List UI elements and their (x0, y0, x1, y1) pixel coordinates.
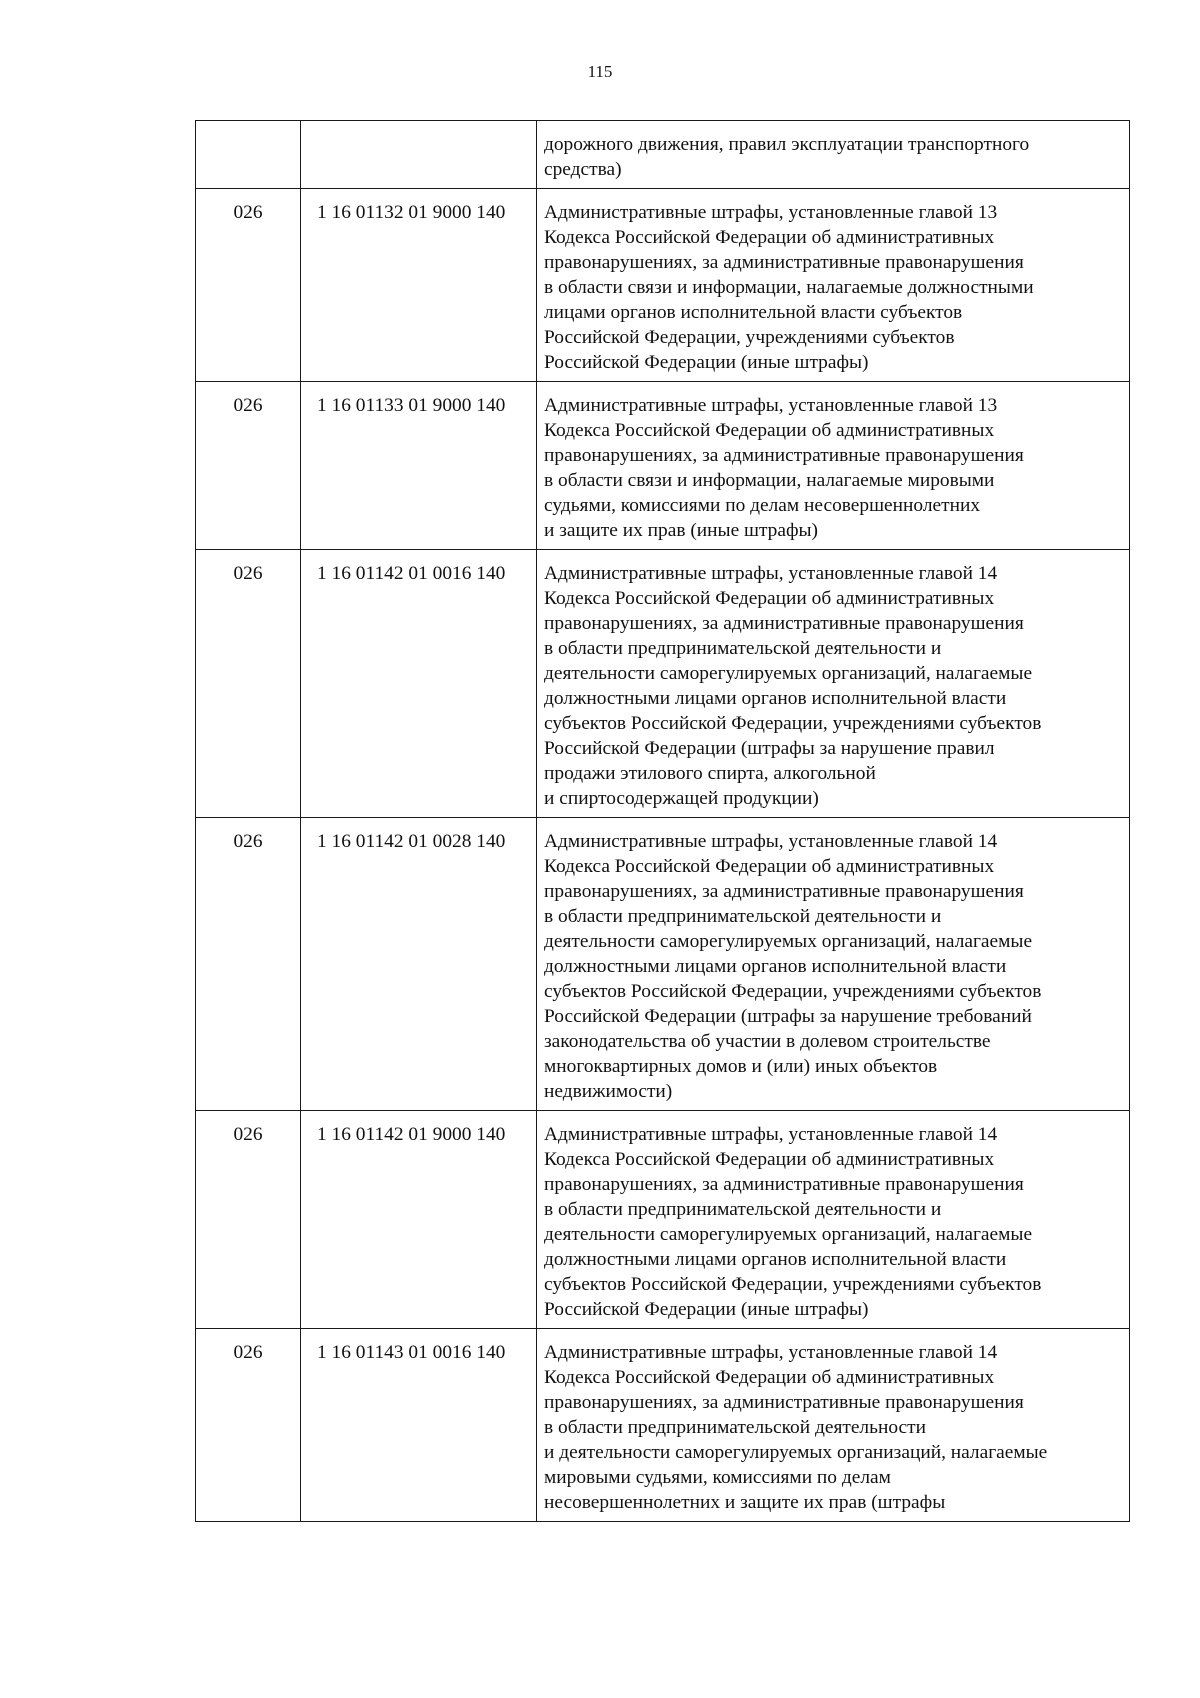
description-line: мировыми судьями, комиссиями по делам (544, 1467, 891, 1488)
revenue-description-cell (537, 550, 1130, 818)
description-line: многоквартирных домов и (или) иных объектов (544, 1056, 938, 1077)
description-line: правонарушениях, за административные правонарушения (544, 252, 1024, 273)
description-line: лицами органов исполнительной власти субъектов (544, 302, 963, 323)
description-line: Административные штрафы, установленные главой 14 (544, 831, 998, 852)
description-line: продажи этилового спирта, алкогольной (544, 763, 876, 784)
description-line: Российской Федерации (иные штрафы) (544, 1299, 869, 1320)
description-line: Кодекса Российской Федерации об административных (544, 227, 995, 248)
revenue-description-cell (537, 189, 1130, 382)
table-row (196, 818, 1130, 1111)
admin-code-cell: 026 (196, 818, 301, 1111)
description-line: правонарушениях, за административные правонарушения (544, 613, 1024, 634)
description-line: субъектов Российской Федерации, учреждениями субъектов (544, 1274, 1042, 1295)
description-line: в области предпринимательской деятельности и (544, 638, 942, 659)
revenue-description-cell (537, 382, 1130, 550)
description-line: должностными лицами органов исполнительной власти (544, 956, 1007, 977)
description-line: должностными лицами органов исполнительной власти (544, 1249, 1007, 1270)
table-row (196, 1329, 1130, 1522)
table-row (196, 1111, 1130, 1329)
description-line: Административные штрафы, установленные главой 14 (544, 563, 998, 584)
table-row (196, 121, 1130, 189)
description-line: несовершеннолетних и защите их прав (штрафы (544, 1492, 946, 1513)
revenue-description-cell (537, 818, 1130, 1111)
budget-classification-code-cell: 1 16 01142 01 0028 140 (301, 818, 537, 1111)
description-line: Административные штрафы, установленные главой 13 (544, 395, 998, 416)
description-line: в области предпринимательской деятельности (544, 1417, 926, 1438)
description-line: правонарушениях, за административные правонарушения (544, 881, 1024, 902)
description-line: Кодекса Российской Федерации об административных (544, 856, 995, 877)
description-line: Административные штрафы, установленные главой 14 (544, 1124, 998, 1145)
description-line: правонарушениях, за административные правонарушения (544, 1392, 1024, 1413)
description-line: недвижимости) (544, 1081, 673, 1102)
description-line: Административные штрафы, установленные главой 14 (544, 1342, 998, 1363)
description-line: в области связи и информации, налагаемые мировыми (544, 470, 995, 491)
description-line: Административные штрафы, установленные главой 13 (544, 202, 998, 223)
description-line: и спиртосодержащей продукции) (544, 788, 819, 809)
table-row (196, 550, 1130, 818)
description-line: и деятельности саморегулируемых организаций, налагаемые (544, 1442, 1048, 1463)
admin-code-cell: 026 (196, 550, 301, 818)
description-line: в области предпринимательской деятельности и (544, 906, 942, 927)
table-body (196, 121, 1130, 1522)
admin-code-cell: 026 (196, 382, 301, 550)
description-line: средства) (544, 159, 622, 180)
description-line: Российской Федерации, учреждениями субъектов (544, 327, 955, 348)
description-line: деятельности саморегулируемых организаций, налагаемые (544, 663, 1033, 684)
description-line: Кодекса Российской Федерации об административных (544, 1149, 995, 1170)
budget-classification-code-cell (301, 121, 537, 189)
description-line: Российской Федерации (штрафы за нарушение правил (544, 738, 995, 759)
description-line: и защите их прав (иные штрафы) (544, 520, 819, 541)
description-line: деятельности саморегулируемых организаций, налагаемые (544, 1224, 1033, 1245)
description-line: субъектов Российской Федерации, учреждениями субъектов (544, 713, 1042, 734)
page-number: 115 (587, 62, 613, 81)
revenue-description-cell (537, 121, 1130, 189)
admin-code-cell (196, 121, 301, 189)
description-line: Российской Федерации (штрафы за нарушение требований (544, 1006, 1032, 1027)
description-line: Кодекса Российской Федерации об административных (544, 420, 995, 441)
revenue-description-cell (537, 1111, 1130, 1329)
description-line: правонарушениях, за административные правонарушения (544, 445, 1024, 466)
description-line: дорожного движения, правил эксплуатации транспортного (544, 134, 1030, 155)
description-line: субъектов Российской Федерации, учреждениями субъектов (544, 981, 1042, 1002)
description-line: Российской Федерации (иные штрафы) (544, 352, 869, 373)
budget-classification-code-cell: 1 16 01143 01 0016 140 (301, 1329, 537, 1522)
budget-classification-code-cell: 1 16 01133 01 9000 140 (301, 382, 537, 550)
budget-classification-code-cell: 1 16 01132 01 9000 140 (301, 189, 537, 382)
description-line: в области предпринимательской деятельности и (544, 1199, 942, 1220)
description-line: судьями, комиссиями по делам несовершеннолетних (544, 495, 981, 516)
description-line: Кодекса Российской Федерации об административных (544, 1367, 995, 1388)
budget-classification-code-cell: 1 16 01142 01 0016 140 (301, 550, 537, 818)
budget-codes-table (195, 120, 1130, 1522)
admin-code-cell: 026 (196, 1329, 301, 1522)
description-line: Кодекса Российской Федерации об административных (544, 588, 995, 609)
table-row (196, 382, 1130, 550)
description-line: в области связи и информации, налагаемые должностными (544, 277, 1034, 298)
description-line: законодательства об участии в долевом строительстве (544, 1031, 991, 1052)
table-row (196, 189, 1130, 382)
budget-classification-code-cell: 1 16 01142 01 9000 140 (301, 1111, 537, 1329)
admin-code-cell: 026 (196, 189, 301, 382)
revenue-description-cell (537, 1329, 1130, 1522)
admin-code-cell: 026 (196, 1111, 301, 1329)
description-line: должностными лицами органов исполнительной власти (544, 688, 1007, 709)
description-line: правонарушениях, за административные правонарушения (544, 1174, 1024, 1195)
description-line: деятельности саморегулируемых организаций, налагаемые (544, 931, 1033, 952)
